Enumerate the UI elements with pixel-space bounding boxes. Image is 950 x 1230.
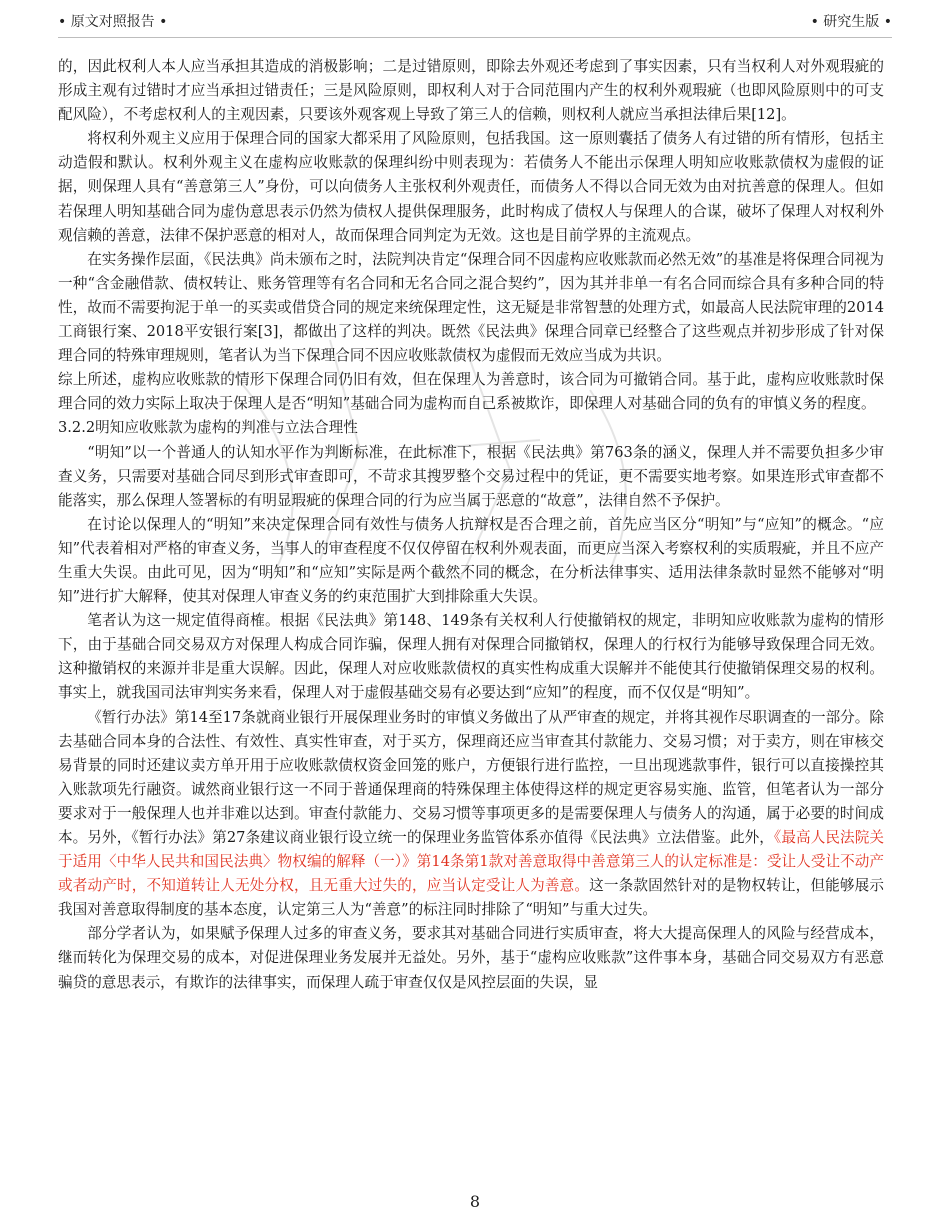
body-paragraph (58, 706, 884, 923)
body-paragraph (58, 513, 884, 609)
document-body (58, 55, 884, 995)
edition-label: • 研究生版 • (810, 14, 892, 30)
paragraph-text: 这一条款固然针对的是物权转让，但能够展示我国对善意取得制度的基本态度，认定第三人为“善意”的标注同时排除了“明知”与重大过失。 (58, 877, 884, 919)
paragraph-text: 在讨论以保理人的“明知”来决定保理合同有效性与债务人抗辩权是否合理之前，首先应当区分“明知”与“应知”的概念。“应知”代表着相对严格的审查义务，当事人的审查程度不仅仅停留在权利外观表面，而更应当深入考察权利的实质瑕疵，并且不应产生重大失误。由此可见，因为“明知”和“应知”实际是两个截然不同的概念，在分析法律事实、适用法律条款时显然不能够对“明知”进行扩大解释，使其对保理人审查义务的约束范围扩大到排除重大失误。 (58, 515, 884, 606)
paragraph-text: 综上所述，虚构应收账款的情形下保理合同仍旧有效，但在保理人为善意时，该合同为可撤销合同。基于此，虚构应收账款时保理合同的效力实际上取决于保理人是否“明知”基础合同为虚构而自己系被欺诈，即保理人对基础合同的负有的审慎义务的程度。 (58, 371, 884, 413)
body-paragraph (58, 441, 884, 513)
body-paragraph (58, 368, 884, 416)
paragraph-text: 将权利外观主义应用于保理合同的国家大都采用了风险原则，包括我国。这一原则囊括了债务人有过错的所有情形，包括主动造假和默认。权利外观主义在虚构应收账款的保理纠纷中则表现为：若债务人不能出示保理人明知应收账款债权为虚假的证据，则保理人具有“善意第三人”身份，可以向债务人主张权利外观责任，而债务人不得以合同无效为由对抗善意的保理人。但如若保理人明知基础合同为虚伪意思表示仍然为债权人提供保理服务，此时构成了债权人与保理人的合谋，破坏了保理人对权利外观信赖的善意，法律不保护恶意的相对人，故而保理合同判定为无效。这也是目前学界的主流观点。 (58, 130, 884, 244)
body-paragraph (58, 55, 884, 127)
paragraph-text: 《暂行办法》第14至17条就商业银行开展保理业务时的审慎义务做出了从严审查的规定，并将其视作尽职调查的一部分。除去基础合同本身的合法性、有效性、真实性审查，对于买方，保理商还应当审查其付款能力、交易习惯；对于卖方，则在审核交易背景的同时还建议卖方单开用于应收账款债权资金回笼的账户，方便银行进行监控，一旦出现逃款事件，银行可以直接操控其入账款项先行融资。诚然商业银行这一不同于普通保理商的特殊保理主体使得这样的规定更容易实施、监管，但笔者认为一部分要求对于一般保理人也并非难以达到。审查付款能力、交易习惯等事项更多的是需要保理人与债务人的沟通，属于必要的时间成本。另外，《暂行办法》第27条建议商业银行设立统一的保理业务监管体系亦值得《民法典》立法借鉴。此外， (58, 708, 884, 846)
body-paragraph (58, 248, 884, 368)
report-type-label: • 原文对照报告 • (58, 14, 168, 30)
body-paragraph (58, 609, 884, 705)
paragraph-text: 笔者认为这一规定值得商榷。根据《民法典》第148、149条有关权利人行使撤销权的规定，非明知应收账款为虚构的情形下，由于基础合同交易双方对保理人构成合同诈骗，保理人拥有对保理合同撤销权，保理人的行权行为能够导致保理合同无效。这种撤销权的来源并非是重大误解。因此，保理人对应收账款债权的真实性构成重大误解并不能使其行使撤销保理交易的权利。事实上，就我国司法审判实务来看，保理人对于虚假基础交易有必要达到“应知”的程度，而不仅仅是“明知”。 (58, 612, 884, 702)
body-paragraph (58, 416, 884, 440)
paragraph-text: 部分学者认为，如果赋予保理人过多的审查义务，要求其对基础合同进行实质审查，将大大提高保理人的风险与经营成本，继而转化为保理交易的成本，对促进保理业务发展并无益处。另外，基于“虚构应收账款”这件事本身，基础合同交易双方有恶意骗贷的意思表示，有欺诈的法律事实，而保理人疏于审查仅仅是风控层面的失误，显 (58, 925, 884, 991)
paragraph-text: “明知”以一个普通人的认知水平作为判断标准，在此标准下，根据《民法典》第763条的涵义，保理人并不需要负担多少审查义务，只需要对基础合同尽到形式审查即可，不苛求其搜罗整个交易过程中的凭证，更不需要实地考察。如果连形式审查都不能落实，那么保理人签署标的有明显瑕疵的保理合同的行为应当属于恶意的“故意”，法律自然不予保护。 (58, 443, 884, 509)
body-paragraph (58, 127, 884, 247)
highlighted-citation: 《最高人民法院关于适用〈中华人民共和国民法典〉物权编的解释（一）》第14条第1款对善意取得中善意第三人的认定标准是：受让人受让不动产或者动产时，不知道转让人无处分权，且无重大过失的，应当认定受让人为善意。 (58, 829, 884, 895)
paragraph-text: 的，因此权利人本人应当承担其造成的消极影响；二是过错原则，即除去外观还考虑到了事实因素，只有当权利人对外观瑕疵的形成主观有过错时才应当承担过错责任；三是风险原则，即权利人对于合同范围内产生的权利外观瑕疵（也即风险原则中的可支配风险），不考虑权利人的主观因素，只要该外观客观上导致了第三人的信赖，则权利人就应当承担法律后果[12]。 (58, 58, 884, 124)
paragraph-text: 在实务操作层面，《民法典》尚未颁布之时，法院判决肯定“保理合同不因虚构应收账款而必然无效”的基准是将保理合同视为一种“含金融借款、债权转让、账务管理等有名合同和无名合同之混合契约”，因为其并非单一有名合同而综合具有多种合同的特性，故而不需要拘泥于单一的买卖或借贷合同的规定来统保理定性，这无疑是非常智慧的处理方式，如最高人民法院审理的2014工商银行案、2018平安银行案[3]，都做出了这样的判决。既然《民法典》保理合同章已经整合了这些观点并初步形成了针对保理合同的特殊审理规则，笔者认为当下保理合同不因应收账款债权为虚假而无效应当成为共识。 (58, 250, 884, 365)
page-header (58, 8, 892, 34)
header-divider (58, 37, 892, 38)
page-number: 8 (469, 1192, 481, 1211)
body-paragraph (58, 922, 884, 994)
paragraph-text: 3.2.2明知应收账款为虚构的判准与立法合理性 (58, 419, 358, 437)
